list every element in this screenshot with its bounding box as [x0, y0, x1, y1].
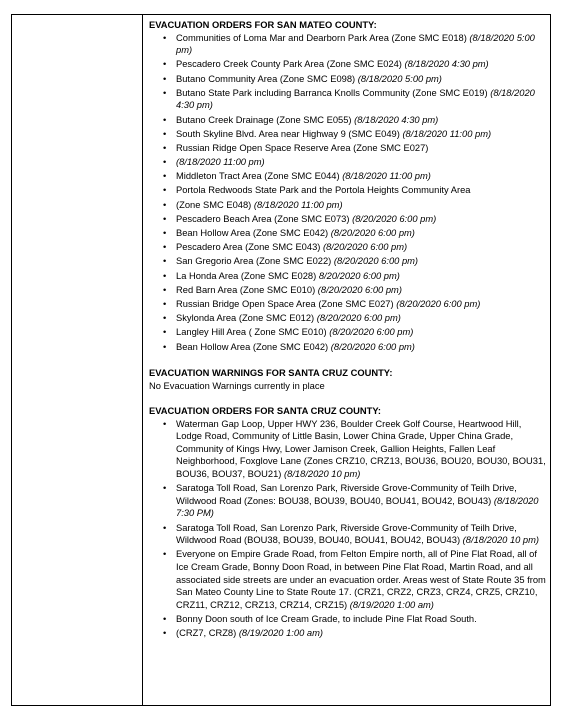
item-date: (8/18/2020 4:30 pm): [176, 87, 535, 111]
item-text: Russian Bridge Open Space Area (Zone SMC E027): [176, 298, 397, 309]
item-text: Pescadero Creek County Park Area (Zone SMC E024): [176, 59, 405, 70]
spacer: [149, 355, 547, 368]
item-date: (8/18/2020 10 pm): [284, 469, 361, 480]
item-date: (8/18/2020 11:00 pm): [402, 128, 492, 139]
list-item: [176, 522, 547, 547]
list-item: [176, 199, 547, 212]
item-date: (8/18/2020 10 pm): [462, 535, 540, 546]
item-text: Communities of Loma Mar and Dearborn Park Area (Zone SMC E018): [176, 32, 470, 43]
item-text: Bonny Doon south of Ice Cream Grade, to include Pine Flat Road South.: [176, 613, 477, 624]
item-date: (8/18/2020 4:30 pm): [354, 114, 439, 125]
item-text: Langley Hill Area ( Zone SMC E010): [176, 327, 330, 338]
item-date: (8/20/2020 6:00 pm): [396, 298, 481, 309]
spacer: [149, 393, 547, 406]
section-heading-santa-cruz-orders: EVACUATION ORDERS FOR SANTA CRUZ COUNTY:: [149, 406, 382, 417]
content-cell: [149, 19, 547, 641]
item-text: (CRZ7, CRZ8): [176, 628, 239, 639]
item-date: (8/20/2020 6:00 pm): [333, 256, 419, 267]
item-date: (8/18/2020 11:00 pm): [176, 157, 265, 168]
item-date: (8/20/2020 6:00 pm): [317, 284, 402, 295]
item-text: Bean Hollow Area (Zone SMC E042): [176, 341, 331, 352]
item-text: Pescadero Area (Zone SMC E043): [176, 242, 323, 253]
item-date: (8/19/2020 1:00 am): [349, 599, 434, 610]
santa-cruz-warnings-text: No Evacuation Warnings currently in place: [149, 380, 325, 391]
san-mateo-orders-list: [149, 32, 547, 354]
item-text: Butano Creek Drainage (Zone SMC E055): [176, 114, 355, 125]
item-text: Everyone on Empire Grade Road, from Felton Empire north, all of Pine Flat Road, all of Ice Cream Grade, Bonny Doon Road, in between Pine Flat Road, Martin Road, and all associated side streets are under an evacuation order. Areas west of State Route 35 from San Mateo County Line to State Route 17. (CRZ1, CRZ2, CRZ3, CRZ4, CRZ5, CRZ10, CRZ11, CRZ12, CRZ13, CRZ14, CRZ15): [176, 549, 546, 610]
item-text: San Gregorio Area (Zone SMC E022): [176, 256, 334, 267]
item-date: (8/18/2020 5:00 pm): [357, 73, 442, 84]
column-divider: [142, 15, 143, 705]
item-date: (8/18/2020 4:30 pm): [404, 59, 489, 70]
item-text: Pescadero Beach Area (Zone SMC E073): [176, 213, 353, 224]
list-item: [176, 58, 547, 71]
list-item: [176, 73, 547, 86]
list-item: [176, 32, 547, 57]
item-text: La Honda Area (Zone SMC E028): [176, 270, 319, 281]
item-text: Saratoga Toll Road, San Lorenzo Park, Riverside Grove-Community of Teilh Drive, Wildwood Road (BOU38, BOU39, BOU40, BOU41, BOU42, BOU43): [176, 522, 517, 546]
list-item: [176, 241, 547, 254]
list-item: [176, 87, 547, 112]
section-heading-santa-cruz-warnings: EVACUATION WARNINGS FOR SANTA CRUZ COUNTY:: [149, 368, 393, 379]
item-text: Waterman Gap Loop, Upper HWY 236, Boulder Creek Golf Course, Heartwood Hill, Lodge Road, Community of Little Basin, Lower China Grade, Upper China Grade, Community of Kings Hwy, Lower Jamison Creek, Gallion Heights, Fallen Leaf Neighborhood, Foxglove Lane (Zones CRZ10, CRZ13, BOU36, BOU20, BOU30, BOU31, BOU36, BOU37, BOU21): [176, 418, 546, 480]
item-date: (8/19/2020 1:00 am): [238, 628, 323, 639]
list-item: [176, 627, 547, 640]
list-item: [176, 418, 547, 481]
item-date: (8/18/2020 11:00 pm): [342, 171, 431, 182]
list-item: [176, 548, 547, 611]
item-date: (8/20/2020 6:00 pm): [329, 327, 414, 338]
item-text: South Skyline Blvd. Area near Highway 9 (SMC E049): [176, 128, 403, 139]
item-text: Skylonda Area (Zone SMC E012): [176, 313, 317, 324]
list-item: [176, 270, 547, 283]
list-item: [176, 284, 547, 297]
santa-cruz-orders-list: [149, 418, 547, 640]
item-text: Saratoga Toll Road, San Lorenzo Park, Riverside Grove-Community of Teilh Drive, Wildwood Road (Zones: BOU38, BOU39, BOU40, BOU41, BOU42, BOU43): [176, 483, 517, 506]
list-item: [176, 114, 547, 127]
list-item: [176, 227, 547, 240]
list-item: [176, 128, 547, 141]
item-text: Russian Ridge Open Space Reserve Area (Zone SMC E027): [176, 142, 429, 153]
list-item: [176, 142, 547, 155]
list-item: [176, 156, 547, 169]
list-item: [176, 213, 547, 226]
list-item: [176, 341, 547, 354]
item-date: (8/20/2020 6:00 pm): [316, 313, 401, 324]
item-text: Middleton Tract Area (Zone SMC E044): [176, 171, 343, 182]
list-item: [176, 326, 547, 339]
list-item: [176, 298, 547, 311]
item-text: Portola Redwoods State Park and the Portola Heights Community Area: [176, 185, 471, 196]
item-text: (Zone SMC E048): [176, 199, 254, 210]
section-heading-san-mateo-orders: EVACUATION ORDERS FOR SAN MATEO COUNTY:: [149, 20, 377, 30]
item-date: (8/20/2020 6:00 pm): [330, 341, 415, 352]
item-date: (8/20/2020 6:00 pm): [352, 213, 437, 224]
list-item: [176, 482, 547, 520]
item-date: (8/18/2020 11:00 pm): [253, 199, 343, 210]
list-item: [176, 255, 547, 268]
document-table: [11, 14, 551, 706]
list-item: [176, 613, 547, 626]
item-date: (8/20/2020 6:00 pm): [330, 228, 415, 239]
item-text: Red Barn Area (Zone SMC E010): [176, 284, 318, 295]
item-text: Bean Hollow Area (Zone SMC E042): [176, 228, 331, 239]
item-text: Butano Community Area (Zone SMC E098): [176, 73, 358, 84]
item-date: (8/18/2020 5:00 pm): [176, 32, 535, 56]
item-text: Butano State Park including Barranca Knolls Community (Zone SMC E019): [176, 87, 491, 98]
item-date: (8/20/2020 6:00 pm): [322, 242, 408, 253]
list-item: [176, 184, 547, 197]
list-item: [176, 170, 547, 183]
item-date: (8/18/2020 7:30 PM): [176, 495, 539, 519]
list-item: [176, 312, 547, 325]
item-date: 8/20/2020 6:00 pm): [318, 270, 400, 281]
